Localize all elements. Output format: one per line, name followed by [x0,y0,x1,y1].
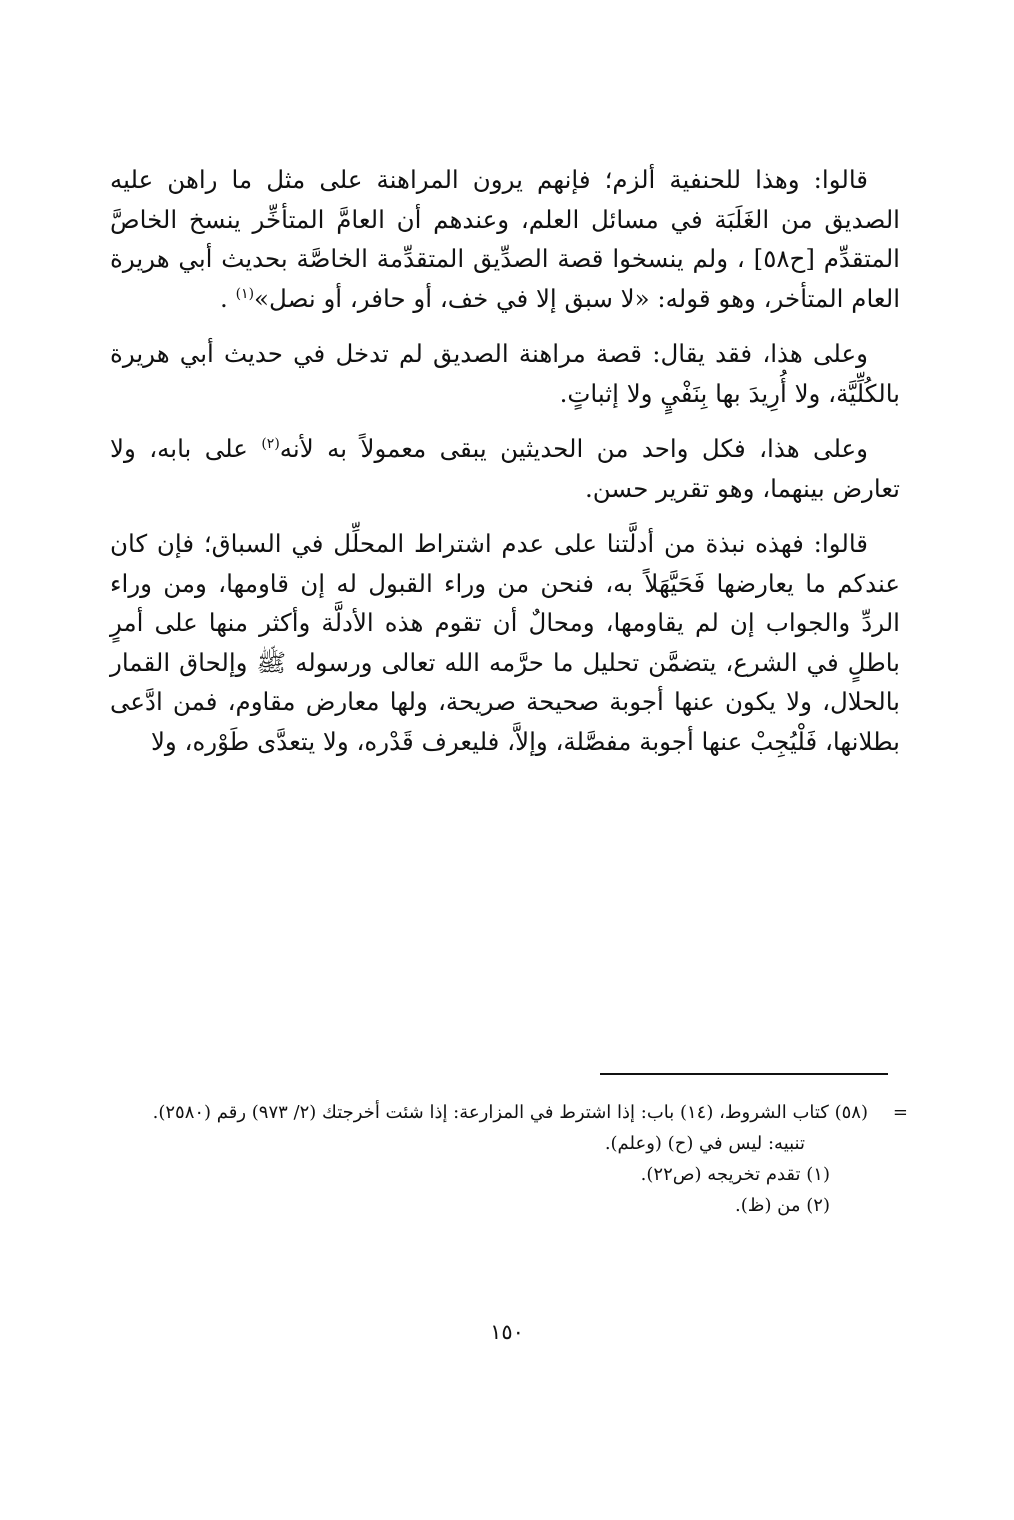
footnote-separator [600,1073,888,1075]
footnote-note [110,1128,900,1159]
paragraph-text: قالوا: فهذه نبذة من أدلَّتنا على عدم اشتراط المحلِّل في السباق؛ فإن كان عندكم ما يعارضها فَحَيَّهَلاً به، فنحن من وراء القبول له إن قاومها، ومن وراء الردِّ والجواب إن لم يقاومها، ومحالٌ أن تقوم هذه الأدلَّة وأكثر منها على أمرٍ باطلٍ في الشرع، يتضمَّن تحليل ما حرَّمه الله تعالى ورسوله ﷺ وإلحاق القمار بالحلال، ولا يكون عنها أجوبة صحيحة صريحة، ولها معارض مقاوم، فمن ادَّعى بطلانها، فَلْيُجِبْ عنها أجوبة مفصَّلة، وإلاَّ، فليعرف قَدْره، ولا يتعدَّى طَوْره، ولا [110,529,900,756]
paragraph-tail: . [220,283,236,313]
paragraph-text: قالوا: وهذا للحنفية ألزم؛ فإنهم يرون المراهنة على مثل ما راهن عليه الصديق من الغَلَبَة في مسائل العلم، وعندهم أن العامَّ المتأخِّر ينسخ الخاصَّ المتقدِّم [ح٥٨] ، ولم ينسخوا قصة الصدِّيق المتقدِّمة الخاصَّة بحديث أبي هريرة العام المتأخر، وهو قوله: «لا سبق إلا في خف، أو حافر، أو نصل» [110,165,900,313]
paragraph-text: وعلى هذا، فقد يقال: قصة مراهنة الصديق لم تدخل في حديث أبي هريرة بالكُلِّيَّة، ولا أُرِيدَ بها بِنَفْيٍ ولا إثباتٍ. [110,339,900,408]
paragraph [110,429,900,508]
footnote-number: (٢) [806,1195,830,1216]
footnote-text: من (ظ). [735,1195,801,1216]
paragraph-tail: على بابه، ولا تعارض بينهما، وهو تقرير حسن. [110,434,900,503]
footnote-note-text: تنبيه: ليس في (ح) (وعلم). [604,1133,805,1154]
footnote-text: تقدم تخريجه (ص٢٢). [640,1164,801,1185]
footnote-continuation [110,1097,908,1128]
footnote-number: (١) [806,1164,830,1185]
paragraph [110,334,900,413]
footnote-reference[interactable]: (١) [235,285,255,302]
footnote-item [110,1190,900,1221]
paragraph [110,160,900,318]
paragraph-text: وعلى هذا، فكل واحد من الحديثين يبقى معمولاً به لأنه [279,434,868,463]
footnotes [110,1097,908,1221]
main-text [110,160,900,777]
page-number: ١٥٠ [490,1320,524,1344]
paragraph [110,524,900,761]
footnote-reference[interactable]: (٢) [261,435,280,452]
continuation-marker: = [892,1102,908,1123]
footnote-item [110,1159,900,1190]
footnote-text: (٥٨) كتاب الشروط، (١٤) باب: إذا اشترط في المزارعة: إذا شئت أخرجتك (٢/ ٩٧٣) رقم (٢٥٨٠). [152,1102,868,1123]
